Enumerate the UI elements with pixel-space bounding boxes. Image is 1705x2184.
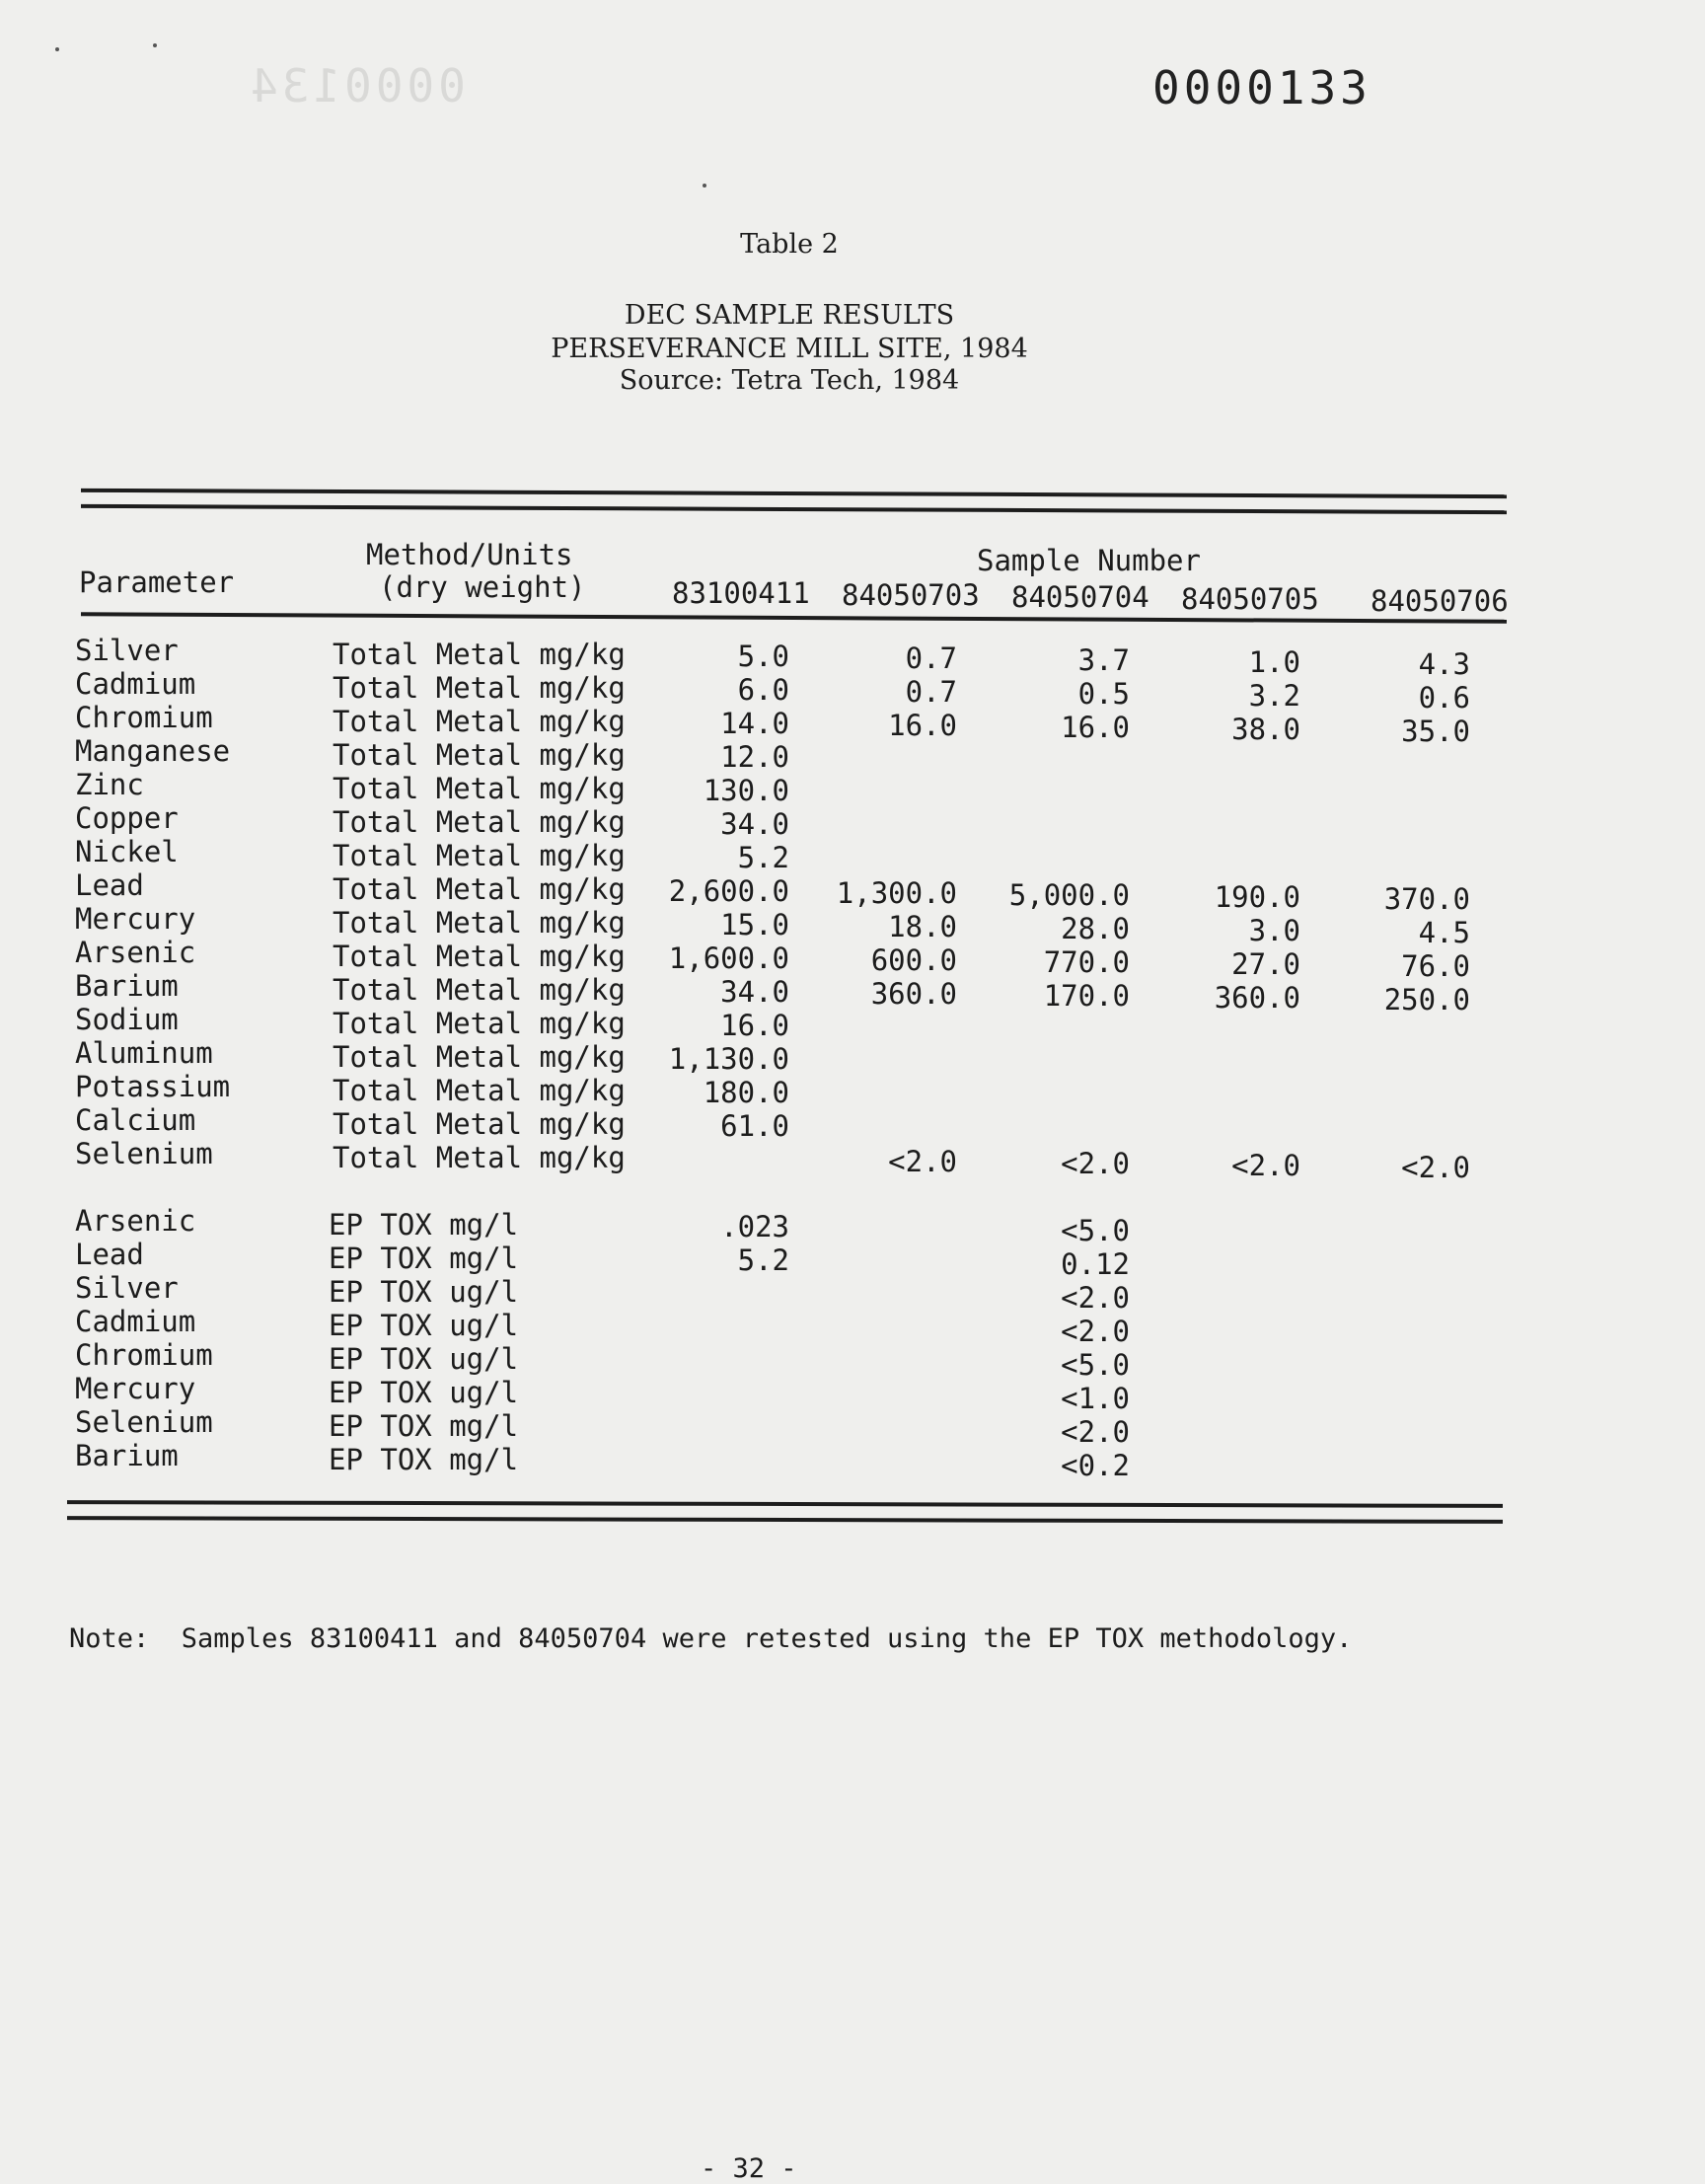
value-cell: 34.0: [720, 975, 789, 1009]
parameter-cell: Nickel: [75, 835, 179, 868]
method-cell: EP TOX mg/l: [329, 1242, 519, 1275]
value-cell: 0.12: [1061, 1247, 1130, 1281]
value-cell: 600.0: [870, 943, 957, 977]
method-cell: Total Metal mg/kg: [333, 940, 626, 973]
method-cell: Total Metal mg/kg: [333, 772, 626, 805]
value-cell: 360.0: [1214, 981, 1300, 1015]
speck: [703, 184, 706, 188]
parameter-cell: Zinc: [75, 768, 144, 801]
method-cell: EP TOX mg/l: [329, 1409, 519, 1443]
value-cell: 16.0: [1061, 711, 1130, 744]
value-cell: 6.0: [737, 673, 789, 707]
value-cell: 770.0: [1043, 945, 1130, 979]
method-cell: Total Metal mg/kg: [333, 805, 626, 839]
parameter-cell: Cadmium: [75, 1305, 196, 1338]
speck: [153, 43, 157, 47]
ghost-stamp-number: 0000134: [247, 59, 466, 113]
header-sample-1: 83100411: [672, 576, 810, 610]
parameter-cell: Aluminum: [75, 1036, 213, 1070]
header-sample-3: 84050704: [1011, 580, 1149, 614]
value-cell: <2.0: [1401, 1151, 1470, 1184]
parameter-cell: Manganese: [75, 734, 231, 768]
value-cell: 76.0: [1401, 949, 1470, 983]
value-cell: 250.0: [1383, 983, 1470, 1017]
value-cell: 5.2: [737, 1243, 789, 1277]
value-cell: 15.0: [720, 908, 789, 941]
parameter-cell: Arsenic: [75, 1204, 196, 1238]
value-cell: <2.0: [1061, 1315, 1130, 1348]
bottom-rule-2: [67, 1516, 1503, 1524]
value-cell: 0.7: [905, 641, 957, 675]
parameter-cell: Lead: [75, 1238, 144, 1271]
value-cell: <2.0: [1061, 1147, 1130, 1180]
parameter-cell: Mercury: [75, 1372, 196, 1405]
footnote: Note: Samples 83100411 and 84050704 were retested using the EP TOX methodology.: [69, 1623, 1353, 1654]
value-cell: 3.7: [1077, 643, 1130, 677]
value-cell: 5,000.0: [1008, 878, 1130, 912]
method-cell: Total Metal mg/kg: [333, 638, 626, 671]
value-cell: 0.5: [1077, 677, 1130, 711]
parameter-cell: Silver: [75, 634, 179, 667]
value-cell: 180.0: [703, 1076, 789, 1109]
table-title-line1: DEC SAMPLE RESULTS: [624, 300, 955, 331]
method-cell: EP TOX mg/l: [329, 1443, 519, 1476]
value-cell: 1.0: [1248, 645, 1300, 679]
parameter-cell: Selenium: [75, 1137, 213, 1170]
parameter-cell: Arsenic: [75, 936, 196, 969]
top-rule-2: [81, 504, 1507, 514]
value-cell: 61.0: [720, 1109, 789, 1143]
method-cell: EP TOX ug/l: [329, 1275, 519, 1309]
method-cell: Total Metal mg/kg: [333, 973, 626, 1007]
parameter-cell: Selenium: [75, 1405, 213, 1439]
bottom-rule-1: [67, 1500, 1503, 1508]
value-cell: 5.0: [737, 640, 789, 673]
value-cell: 28.0: [1061, 912, 1130, 945]
page-number: - 32 -: [701, 2153, 797, 2184]
value-cell: 16.0: [720, 1009, 789, 1042]
header-sample-number: Sample Number: [977, 544, 1201, 577]
value-cell: 190.0: [1214, 880, 1300, 914]
parameter-cell: Chromium: [75, 701, 213, 734]
value-cell: 370.0: [1383, 882, 1470, 916]
value-cell: 1,130.0: [668, 1042, 789, 1076]
value-cell: 12.0: [720, 740, 789, 774]
method-cell: Total Metal mg/kg: [333, 906, 626, 940]
header-parameter: Parameter: [79, 565, 235, 599]
value-cell: 170.0: [1043, 979, 1130, 1013]
parameter-cell: Mercury: [75, 902, 196, 936]
method-cell: Total Metal mg/kg: [333, 872, 626, 906]
table-label: Table 2: [740, 229, 839, 260]
method-cell: Total Metal mg/kg: [333, 671, 626, 705]
parameter-cell: Barium: [75, 1439, 179, 1472]
value-cell: <2.0: [888, 1145, 957, 1178]
value-cell: <5.0: [1061, 1348, 1130, 1382]
table-source: Source: Tetra Tech, 1984: [619, 365, 960, 396]
method-cell: Total Metal mg/kg: [333, 738, 626, 772]
value-cell: 38.0: [1231, 713, 1300, 746]
value-cell: <2.0: [1061, 1415, 1130, 1449]
value-cell: <0.2: [1061, 1449, 1130, 1482]
header-sample-5: 84050706: [1371, 584, 1509, 618]
method-cell: Total Metal mg/kg: [333, 839, 626, 872]
value-cell: 14.0: [720, 707, 789, 740]
speck: [55, 47, 59, 51]
value-cell: 1,600.0: [668, 941, 789, 975]
value-cell: <5.0: [1061, 1214, 1130, 1247]
parameter-cell: Barium: [75, 969, 179, 1003]
method-cell: EP TOX ug/l: [329, 1309, 519, 1342]
parameter-cell: Cadmium: [75, 667, 196, 701]
header-sample-4: 84050705: [1181, 582, 1319, 616]
value-cell: 360.0: [870, 977, 957, 1011]
method-cell: Total Metal mg/kg: [333, 1007, 626, 1040]
method-cell: Total Metal mg/kg: [333, 1141, 626, 1174]
parameter-cell: Calcium: [75, 1103, 196, 1137]
method-cell: Total Metal mg/kg: [333, 1074, 626, 1107]
method-cell: EP TOX ug/l: [329, 1342, 519, 1376]
value-cell: 34.0: [720, 807, 789, 841]
method-cell: EP TOX mg/l: [329, 1208, 519, 1242]
parameter-cell: Silver: [75, 1271, 179, 1305]
parameter-cell: Sodium: [75, 1003, 179, 1036]
value-cell: 35.0: [1401, 715, 1470, 748]
value-cell: 130.0: [703, 774, 789, 807]
value-cell: 0.7: [905, 675, 957, 709]
document-stamp-number: 0000133: [1152, 61, 1371, 114]
header-method-line1: Method/Units: [366, 538, 573, 571]
header-method-line2: (dry weight): [379, 570, 586, 604]
value-cell: <2.0: [1231, 1149, 1300, 1182]
value-cell: <1.0: [1061, 1382, 1130, 1415]
top-rule-1: [81, 489, 1507, 498]
parameter-cell: Lead: [75, 868, 144, 902]
value-cell: 3.2: [1248, 679, 1300, 713]
value-cell: 18.0: [888, 910, 957, 943]
value-cell: 1,300.0: [836, 876, 957, 910]
table-title-line2: PERSEVERANCE MILL SITE, 1984: [551, 334, 1028, 364]
method-cell: EP TOX ug/l: [329, 1376, 519, 1409]
value-cell: 4.5: [1418, 916, 1470, 949]
value-cell: 5.2: [737, 841, 789, 874]
parameter-cell: Chromium: [75, 1338, 213, 1372]
method-cell: Total Metal mg/kg: [333, 1040, 626, 1074]
value-cell: 3.0: [1248, 914, 1300, 947]
method-cell: Total Metal mg/kg: [333, 705, 626, 738]
value-cell: 2,600.0: [668, 874, 789, 908]
header-sample-2: 84050703: [842, 578, 980, 612]
value-cell: 4.3: [1418, 647, 1470, 681]
value-cell: .023: [720, 1210, 789, 1243]
parameter-cell: Potassium: [75, 1070, 231, 1103]
parameter-cell: Copper: [75, 801, 179, 835]
value-cell: 16.0: [888, 709, 957, 742]
value-cell: 0.6: [1418, 681, 1470, 715]
method-cell: Total Metal mg/kg: [333, 1107, 626, 1141]
value-cell: 27.0: [1231, 947, 1300, 981]
value-cell: <2.0: [1061, 1281, 1130, 1315]
